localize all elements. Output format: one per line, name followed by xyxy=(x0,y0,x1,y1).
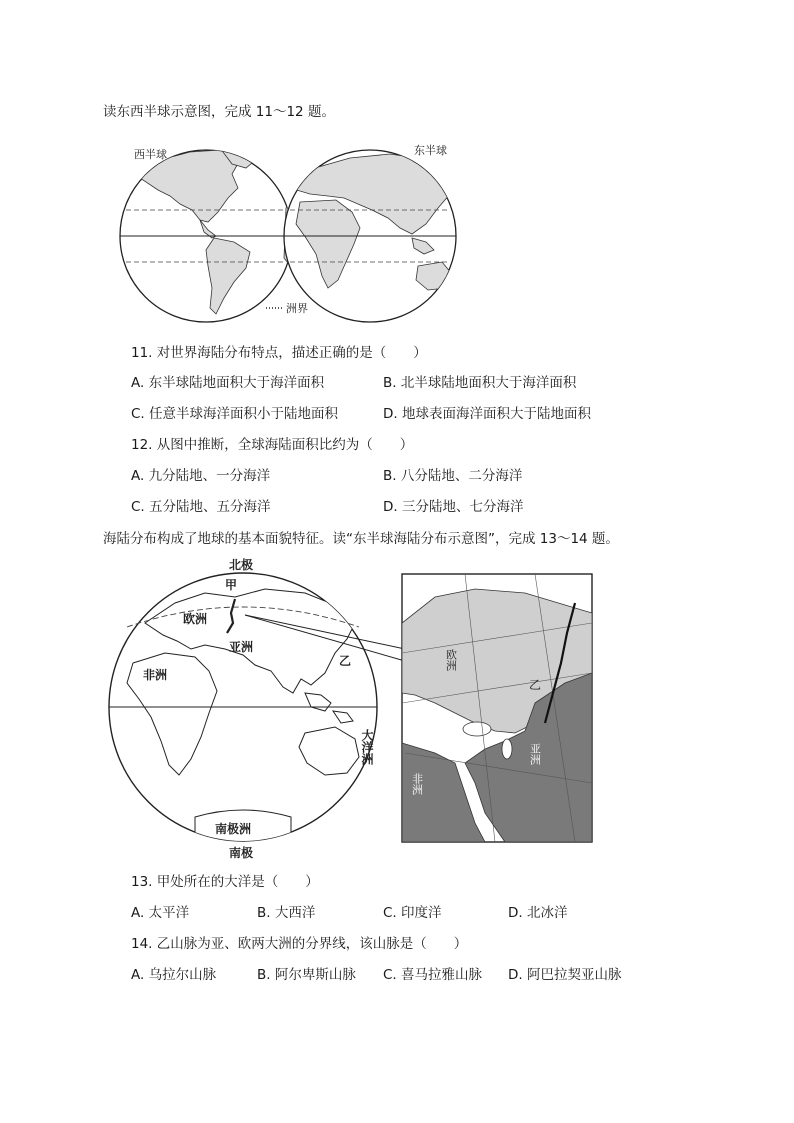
inset-europe-label: 欧洲 xyxy=(444,649,458,671)
q14-stem: 14. 乙山脉为亚、欧两大洲的分界线，该山脉是（ ） xyxy=(131,936,468,952)
intro-text-1: 读东西半球示意图，完成 11～12 题。 xyxy=(103,104,335,120)
q12-option-a[interactable]: A. 九分陆地、一分海洋 xyxy=(131,468,271,484)
europe-label: 欧洲 xyxy=(183,612,208,626)
inset-asia-label: 亚洲 xyxy=(528,743,542,765)
hemispheres-map xyxy=(100,138,470,330)
inset-africa-label: 非洲 xyxy=(410,773,424,795)
jia-label: 甲 xyxy=(225,578,238,592)
q11-stem: 11. 对世界海陆分布特点，描述正确的是（ ） xyxy=(131,345,427,361)
q13-option-b[interactable]: B. 大西洋 xyxy=(257,905,316,921)
q11-option-c[interactable]: C. 任意半球海洋面积小于陆地面积 xyxy=(131,406,339,422)
q11-option-a[interactable]: A. 东半球陆地面积大于海洋面积 xyxy=(131,375,325,391)
inset-yi-label: 乙 xyxy=(529,678,542,692)
q12-stem: 12. 从图中推断，全球海陆面积比约为（ ） xyxy=(131,437,414,453)
east-hemisphere-label: 东半球 xyxy=(414,144,447,157)
intro-text-2: 海陆分布构成了地球的基本面貌特征。读“东半球海陆分布示意图”，完成 13～14 题。 xyxy=(103,531,619,547)
antarctica-label: 南极洲 xyxy=(215,822,252,836)
africa-label: 非洲 xyxy=(143,668,168,682)
q14-option-c[interactable]: C. 喜马拉雅山脉 xyxy=(383,967,483,983)
q11-option-b[interactable]: B. 北半球陆地面积大于海洋面积 xyxy=(383,375,577,391)
q14-option-a[interactable]: A. 乌拉尔山脉 xyxy=(131,967,217,983)
north-pole-label: 北极 xyxy=(229,558,254,572)
q14-option-b[interactable]: B. 阿尔卑斯山脉 xyxy=(257,967,356,983)
oceania-label: 大洋洲 xyxy=(360,729,374,765)
q11-option-d[interactable]: D. 地球表面海洋面积大于陆地面积 xyxy=(383,406,591,422)
q12-option-c[interactable]: C. 五分陆地、五分海洋 xyxy=(131,499,271,515)
eastern-hemisphere xyxy=(284,150,456,322)
q12-option-b[interactable]: B. 八分陆地、二分海洋 xyxy=(383,468,523,484)
q13-option-c[interactable]: C. 印度洋 xyxy=(383,905,442,921)
western-hemisphere xyxy=(120,146,292,322)
eastern-hemisphere-map xyxy=(105,553,595,865)
yi-label: 乙 xyxy=(339,654,352,668)
south-pole-label: 南极 xyxy=(229,846,254,860)
q14-option-d[interactable]: D. 阿巴拉契亚山脉 xyxy=(508,967,622,983)
west-hemisphere-label: 西半球 xyxy=(134,148,167,161)
q13-option-a[interactable]: A. 太平洋 xyxy=(131,905,190,921)
q12-option-d[interactable]: D. 三分陆地、七分海洋 xyxy=(383,499,524,515)
q13-stem: 13. 甲处所在的大洋是（ ） xyxy=(131,874,319,890)
inset-map xyxy=(402,574,592,842)
q13-option-d[interactable]: D. 北冰洋 xyxy=(508,905,568,921)
asia-label: 亚洲 xyxy=(229,640,254,654)
legend-boundary-label: 洲界 xyxy=(286,302,308,315)
